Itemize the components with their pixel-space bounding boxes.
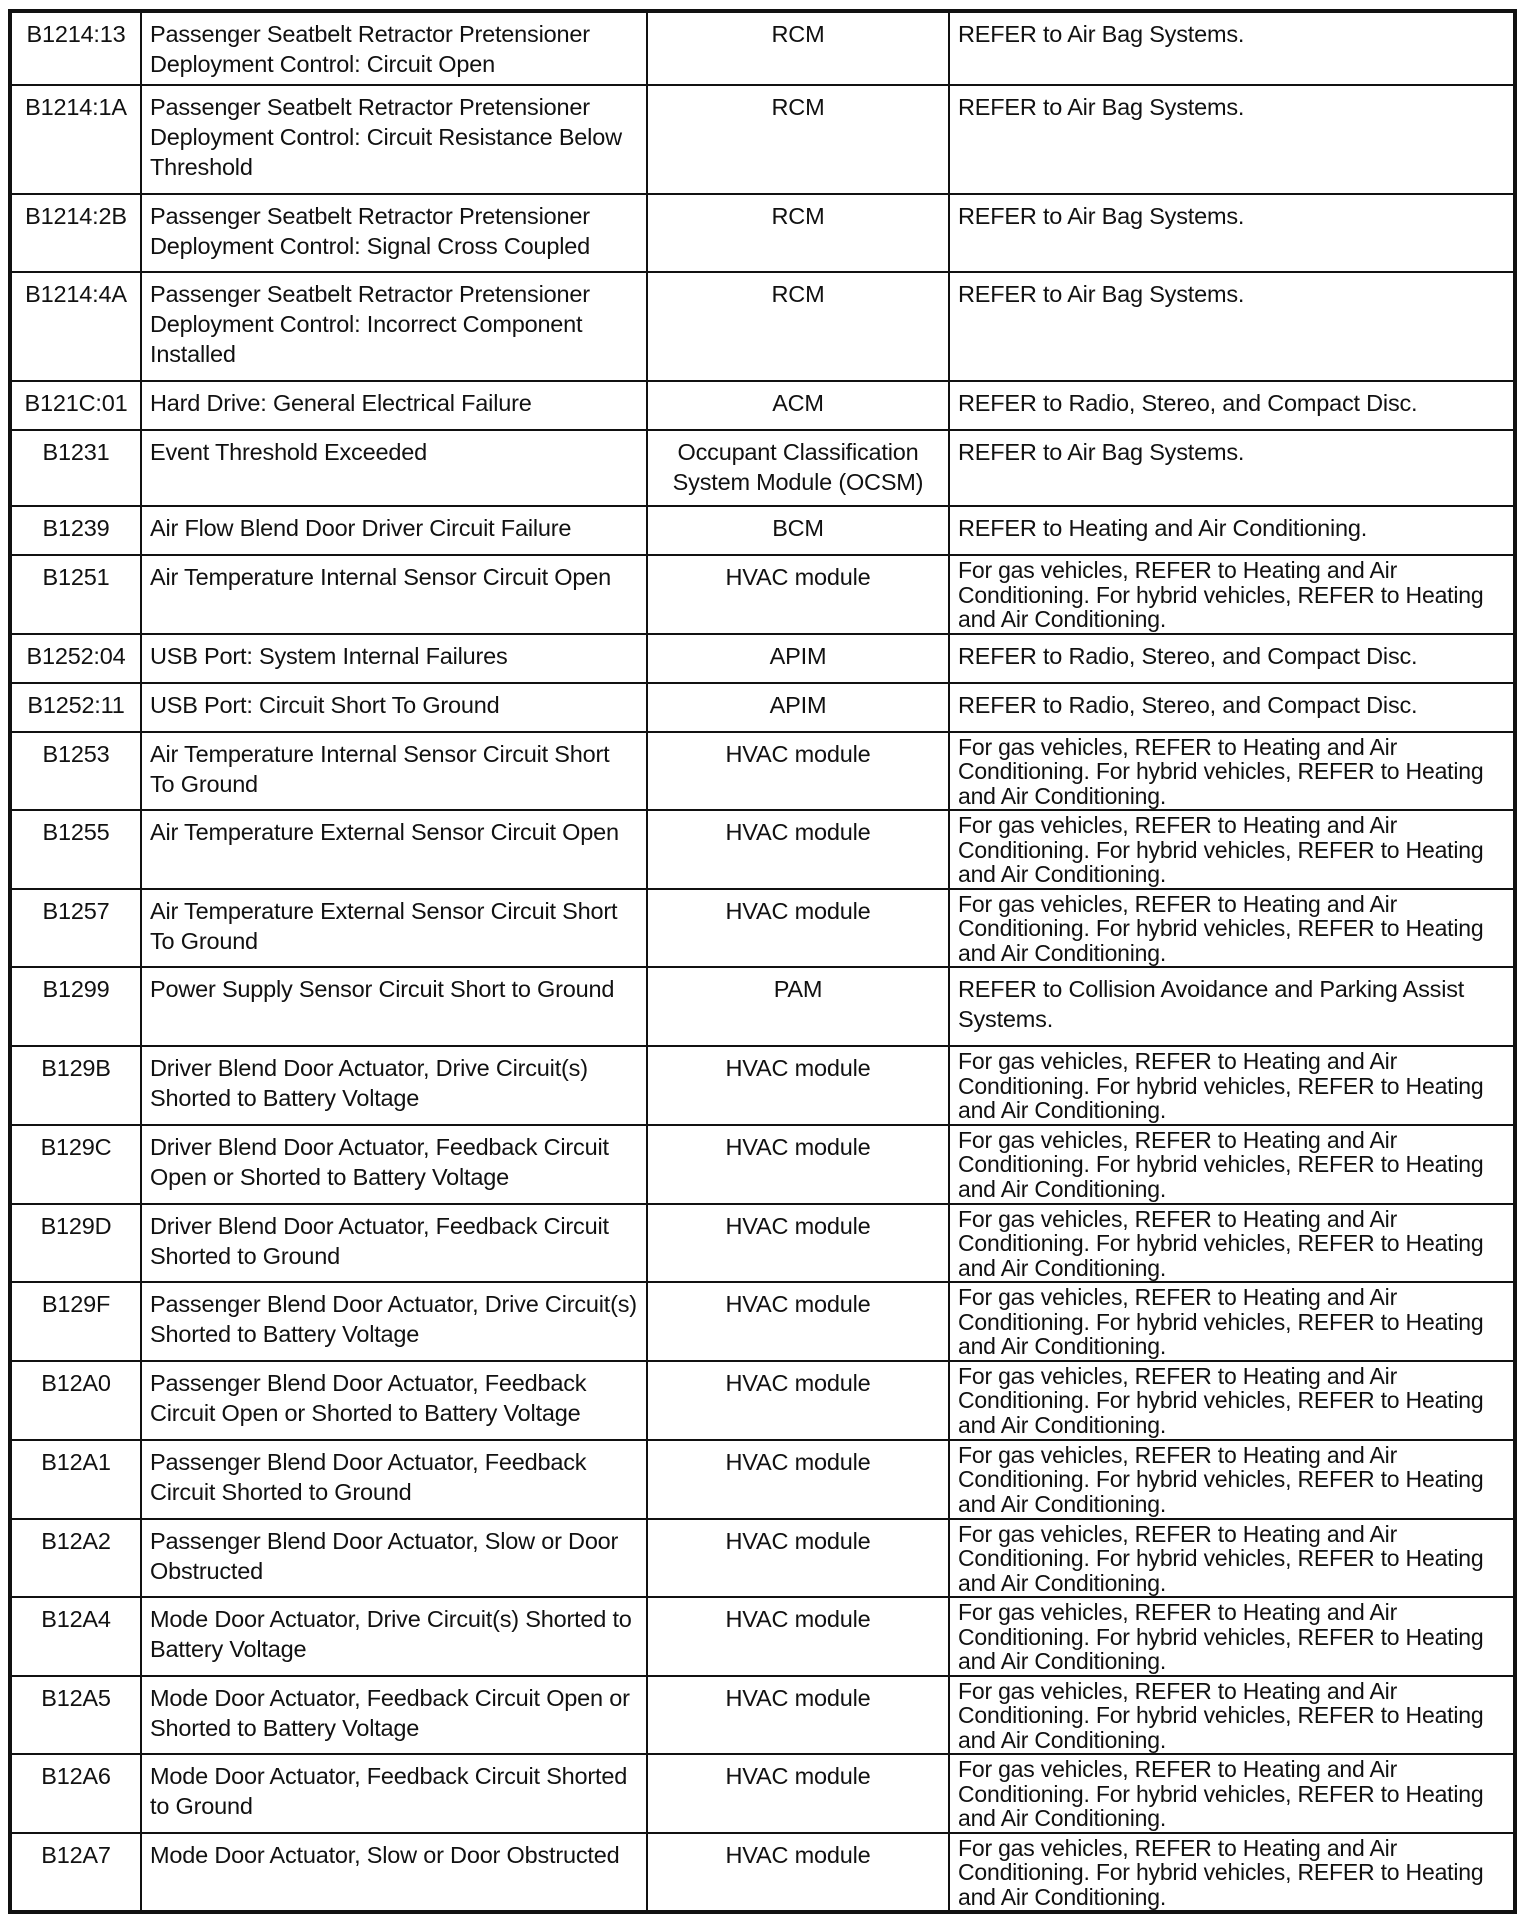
table-row	[10, 1597, 1515, 1676]
table-row	[10, 1125, 1515, 1204]
dtc-table-body	[10, 11, 1515, 1912]
action-cell: REFER to Heating and Air Conditioning.	[949, 506, 1515, 555]
module-cell: PAM	[647, 967, 949, 1046]
action-cell: For gas vehicles, REFER to Heating and Air Conditioning. For hybrid vehicles, REFER to Heating and Air Conditioning.	[949, 889, 1515, 968]
action-cell: For gas vehicles, REFER to Heating and Air Conditioning. For hybrid vehicles, REFER to Heating and Air Conditioning.	[949, 1440, 1515, 1519]
table-row	[10, 810, 1515, 889]
dtc-description-cell: Passenger Seatbelt Retractor Pretensioner Deployment Control: Signal Cross Coupled	[141, 194, 647, 272]
table-row	[10, 1519, 1515, 1598]
dtc-code-cell: B12A7	[10, 1833, 141, 1913]
dtc-description-cell: Air Flow Blend Door Driver Circuit Failure	[141, 506, 647, 555]
dtc-code-cell: B12A1	[10, 1440, 141, 1519]
module-cell: HVAC module	[647, 1833, 949, 1913]
module-cell: RCM	[647, 11, 949, 85]
table-row	[10, 1361, 1515, 1440]
table-row	[10, 1676, 1515, 1755]
module-cell: HVAC module	[647, 810, 949, 889]
table-row	[10, 1440, 1515, 1519]
dtc-description-cell: Driver Blend Door Actuator, Feedback Circuit Open or Shorted to Battery Voltage	[141, 1125, 647, 1204]
dtc-description-cell: Mode Door Actuator, Feedback Circuit Open or Shorted to Battery Voltage	[141, 1676, 647, 1755]
module-cell: HVAC module	[647, 1754, 949, 1833]
dtc-description-cell: Driver Blend Door Actuator, Feedback Circuit Shorted to Ground	[141, 1204, 647, 1283]
action-cell: REFER to Air Bag Systems.	[949, 194, 1515, 272]
dtc-description-cell: Passenger Seatbelt Retractor Pretensioner Deployment Control: Circuit Open	[141, 11, 647, 85]
dtc-code-cell: B1252:04	[10, 634, 141, 683]
dtc-code-cell: B1214:4A	[10, 272, 141, 381]
dtc-description-cell: Passenger Seatbelt Retractor Pretensioner Deployment Control: Circuit Resistance Below Threshold	[141, 85, 647, 194]
module-cell: HVAC module	[647, 732, 949, 811]
dtc-code-cell: B12A5	[10, 1676, 141, 1755]
table-row	[10, 194, 1515, 272]
dtc-description-cell: Passenger Blend Door Actuator, Drive Circuit(s) Shorted to Battery Voltage	[141, 1282, 647, 1361]
action-cell: REFER to Radio, Stereo, and Compact Disc.	[949, 381, 1515, 430]
table-row	[10, 1282, 1515, 1361]
dtc-description-cell: Air Temperature External Sensor Circuit Short To Ground	[141, 889, 647, 968]
table-row	[10, 1204, 1515, 1283]
action-cell: For gas vehicles, REFER to Heating and Air Conditioning. For hybrid vehicles, REFER to Heating and Air Conditioning.	[949, 732, 1515, 811]
dtc-description-cell: USB Port: Circuit Short To Ground	[141, 683, 647, 732]
table-row	[10, 1833, 1515, 1913]
module-cell: HVAC module	[647, 1046, 949, 1125]
dtc-table	[8, 9, 1517, 1914]
dtc-code-cell: B129D	[10, 1204, 141, 1283]
table-row	[10, 85, 1515, 194]
module-cell: ACM	[647, 381, 949, 430]
dtc-code-cell: B121C:01	[10, 381, 141, 430]
action-cell: For gas vehicles, REFER to Heating and Air Conditioning. For hybrid vehicles, REFER to Heating and Air Conditioning.	[949, 555, 1515, 634]
dtc-code-cell: B1299	[10, 967, 141, 1046]
dtc-code-cell: B129C	[10, 1125, 141, 1204]
table-row	[10, 732, 1515, 811]
module-cell: HVAC module	[647, 1204, 949, 1283]
dtc-description-cell: Mode Door Actuator, Drive Circuit(s) Shorted to Battery Voltage	[141, 1597, 647, 1676]
table-row	[10, 683, 1515, 732]
dtc-description-cell: Mode Door Actuator, Slow or Door Obstructed	[141, 1833, 647, 1913]
module-cell: APIM	[647, 634, 949, 683]
dtc-code-cell: B1257	[10, 889, 141, 968]
module-cell: HVAC module	[647, 1519, 949, 1598]
dtc-description-cell: Mode Door Actuator, Feedback Circuit Shorted to Ground	[141, 1754, 647, 1833]
dtc-description-cell: Passenger Blend Door Actuator, Feedback Circuit Shorted to Ground	[141, 1440, 647, 1519]
dtc-code-cell: B1251	[10, 555, 141, 634]
dtc-code-cell: B129B	[10, 1046, 141, 1125]
action-cell: REFER to Air Bag Systems.	[949, 11, 1515, 85]
table-row	[10, 272, 1515, 381]
dtc-code-cell: B1214:13	[10, 11, 141, 85]
action-cell: For gas vehicles, REFER to Heating and Air Conditioning. For hybrid vehicles, REFER to Heating and Air Conditioning.	[949, 1676, 1515, 1755]
action-cell: REFER to Air Bag Systems.	[949, 85, 1515, 194]
table-row	[10, 430, 1515, 506]
action-cell: For gas vehicles, REFER to Heating and Air Conditioning. For hybrid vehicles, REFER to Heating and Air Conditioning.	[949, 1125, 1515, 1204]
action-cell: REFER to Collision Avoidance and Parking Assist Systems.	[949, 967, 1515, 1046]
dtc-code-cell: B1253	[10, 732, 141, 811]
table-row	[10, 889, 1515, 968]
dtc-code-cell: B12A6	[10, 1754, 141, 1833]
module-cell: RCM	[647, 272, 949, 381]
dtc-description-cell: Hard Drive: General Electrical Failure	[141, 381, 647, 430]
action-cell: REFER to Air Bag Systems.	[949, 430, 1515, 506]
action-cell: For gas vehicles, REFER to Heating and Air Conditioning. For hybrid vehicles, REFER to Heating and Air Conditioning.	[949, 1833, 1515, 1913]
dtc-code-cell: B1252:11	[10, 683, 141, 732]
dtc-description-cell: Passenger Blend Door Actuator, Feedback Circuit Open or Shorted to Battery Voltage	[141, 1361, 647, 1440]
action-cell: For gas vehicles, REFER to Heating and Air Conditioning. For hybrid vehicles, REFER to Heating and Air Conditioning.	[949, 1597, 1515, 1676]
dtc-description-cell: Air Temperature External Sensor Circuit Open	[141, 810, 647, 889]
module-cell: HVAC module	[647, 1597, 949, 1676]
module-cell: BCM	[647, 506, 949, 555]
table-row	[10, 381, 1515, 430]
module-cell: HVAC module	[647, 1282, 949, 1361]
dtc-description-cell: Driver Blend Door Actuator, Drive Circuit(s) Shorted to Battery Voltage	[141, 1046, 647, 1125]
action-cell: For gas vehicles, REFER to Heating and Air Conditioning. For hybrid vehicles, REFER to Heating and Air Conditioning.	[949, 1361, 1515, 1440]
dtc-code-cell: B1214:2B	[10, 194, 141, 272]
dtc-code-cell: B1214:1A	[10, 85, 141, 194]
module-cell: HVAC module	[647, 1361, 949, 1440]
dtc-description-cell: Air Temperature Internal Sensor Circuit Open	[141, 555, 647, 634]
module-cell: APIM	[647, 683, 949, 732]
dtc-description-cell: Passenger Blend Door Actuator, Slow or Door Obstructed	[141, 1519, 647, 1598]
module-cell: Occupant Classification System Module (OCSM)	[647, 430, 949, 506]
action-cell: REFER to Radio, Stereo, and Compact Disc.	[949, 634, 1515, 683]
table-row	[10, 1046, 1515, 1125]
dtc-description-cell: Air Temperature Internal Sensor Circuit Short To Ground	[141, 732, 647, 811]
dtc-description-cell: Power Supply Sensor Circuit Short to Ground	[141, 967, 647, 1046]
dtc-code-cell: B129F	[10, 1282, 141, 1361]
table-row	[10, 967, 1515, 1046]
action-cell: For gas vehicles, REFER to Heating and Air Conditioning. For hybrid vehicles, REFER to Heating and Air Conditioning.	[949, 1754, 1515, 1833]
table-row	[10, 555, 1515, 634]
action-cell: REFER to Air Bag Systems.	[949, 272, 1515, 381]
dtc-code-cell: B1255	[10, 810, 141, 889]
action-cell: REFER to Radio, Stereo, and Compact Disc.	[949, 683, 1515, 732]
module-cell: HVAC module	[647, 1125, 949, 1204]
action-cell: For gas vehicles, REFER to Heating and Air Conditioning. For hybrid vehicles, REFER to Heating and Air Conditioning.	[949, 810, 1515, 889]
dtc-description-cell: USB Port: System Internal Failures	[141, 634, 647, 683]
dtc-code-cell: B1239	[10, 506, 141, 555]
action-cell: For gas vehicles, REFER to Heating and Air Conditioning. For hybrid vehicles, REFER to Heating and Air Conditioning.	[949, 1519, 1515, 1598]
dtc-code-cell: B12A2	[10, 1519, 141, 1598]
module-cell: HVAC module	[647, 1676, 949, 1755]
module-cell: RCM	[647, 85, 949, 194]
action-cell: For gas vehicles, REFER to Heating and Air Conditioning. For hybrid vehicles, REFER to Heating and Air Conditioning.	[949, 1046, 1515, 1125]
table-row	[10, 11, 1515, 85]
dtc-description-cell: Event Threshold Exceeded	[141, 430, 647, 506]
module-cell: HVAC module	[647, 1440, 949, 1519]
action-cell: For gas vehicles, REFER to Heating and Air Conditioning. For hybrid vehicles, REFER to Heating and Air Conditioning.	[949, 1204, 1515, 1283]
action-cell: For gas vehicles, REFER to Heating and Air Conditioning. For hybrid vehicles, REFER to Heating and Air Conditioning.	[949, 1282, 1515, 1361]
dtc-code-cell: B12A4	[10, 1597, 141, 1676]
table-row	[10, 1754, 1515, 1833]
dtc-code-cell: B12A0	[10, 1361, 141, 1440]
dtc-description-cell: Passenger Seatbelt Retractor Pretensioner Deployment Control: Incorrect Component Installed	[141, 272, 647, 381]
module-cell: HVAC module	[647, 889, 949, 968]
module-cell: RCM	[647, 194, 949, 272]
dtc-code-cell: B1231	[10, 430, 141, 506]
module-cell: HVAC module	[647, 555, 949, 634]
table-row	[10, 506, 1515, 555]
table-row	[10, 634, 1515, 683]
